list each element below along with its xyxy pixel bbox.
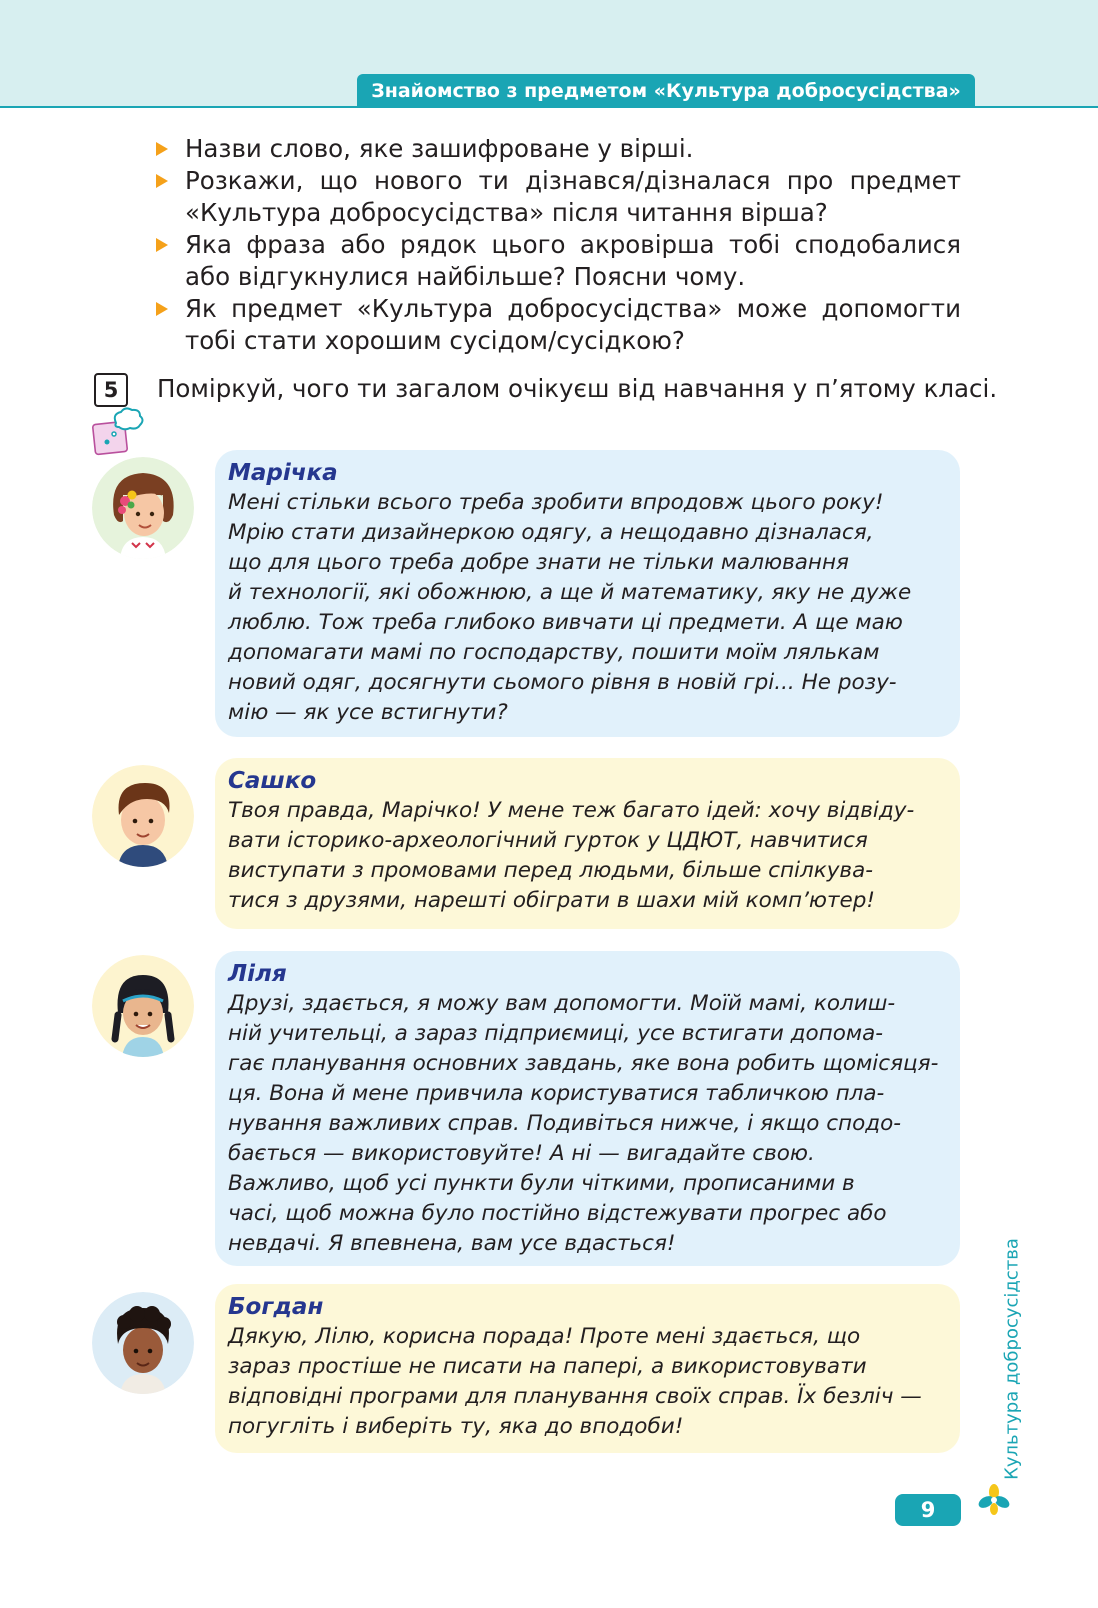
dialogue-bubble-marichka: [215, 450, 960, 737]
speech-line: Мені стільки всього треба зробити впродовж цього року!: [228, 490, 884, 515]
speech-line: бається — використовуйте! А ні — вигадайте свою.: [228, 1141, 815, 1166]
avatar-marichka: [92, 457, 194, 559]
speech-line: люблю. Тож треба глибоко вивчати ці предмети. А ще маю: [228, 610, 903, 635]
speaker-name: Марічка: [228, 460, 338, 486]
speaker-name: Ліля: [228, 961, 287, 987]
speech-line: невдачі. Я впевнена, вам усе вдасться!: [228, 1231, 676, 1256]
speech-line: Мрію стати дизайнеркою одягу, а нещодавно дізналася,: [228, 520, 874, 545]
speech-line: Друзі, здається, я можу вам допомогти. Моїй мамі, колиш-: [228, 991, 896, 1016]
dialogue-bubble-lilia: [215, 951, 960, 1266]
speech-line: виступати з промовами перед людьми, більше спілкува-: [228, 858, 874, 883]
dialogue-bubble-bohdan: [215, 1284, 960, 1453]
speech-line: погугліть і виберіть ту, яка до вподоби!: [228, 1414, 684, 1439]
bullet-arrow-icon: [156, 302, 168, 316]
speech-line: тися з друзями, нарешті обіграти в шахи мій комп’ютер!: [228, 888, 876, 913]
avatar-bohdan: [92, 1292, 194, 1394]
speech-line: Важливо, щоб усі пункти були чіткими, прописаними в: [228, 1171, 855, 1196]
speech-line: Дякую, Лілю, корисна порада! Проте мені здається, що: [228, 1324, 861, 1349]
speaker-name: Богдан: [228, 1294, 324, 1320]
speech-line: ній учительці, а зараз підприємиці, усе встигати допома-: [228, 1021, 884, 1046]
speech-line: мію — як усе встигнути?: [228, 700, 508, 725]
avatar-lilia: [92, 955, 194, 1057]
avatar-sashko: [92, 765, 194, 867]
task-5: [90, 372, 998, 462]
flower-icon: [978, 1484, 1010, 1516]
task-number: 5: [94, 373, 128, 407]
list-item: Як предмет «Культура добросусідства» може допомогти тобі стати хорошим сусідом/сусідкою?: [155, 293, 961, 357]
dialogue-bubble-sashko: [215, 758, 960, 929]
speech-line: відповідні програми для планування своїх справ. Їх безліч —: [228, 1384, 922, 1409]
speech-line: часі, щоб можна було постійно відстежувати прогрес або: [228, 1201, 887, 1226]
speech-line: новий одяг, досягнути сьомого рівня в новій грі... Не розу-: [228, 670, 897, 695]
speech-line: ця. Вона й мене привчила користуватися табличкою пла-: [228, 1081, 885, 1106]
task-text: Поміркуй, чого ти загалом очікуєш від навчання у п’ятому класі.: [157, 374, 998, 403]
bullet-arrow-icon: [156, 142, 168, 156]
speech-line: й технології, які обожнюю, а ще й математику, яку не дуже: [228, 580, 912, 605]
speech-line: гає планування основних завдань, яке вона робить щомісяця-: [228, 1051, 939, 1076]
section-title: Знайомство з предметом «Культура добросусідства»: [357, 74, 975, 108]
sidebar-subject-label: Культура добросусідства: [1001, 1238, 1023, 1480]
bullet-arrow-icon: [156, 238, 168, 252]
speech-line: допомагати мамі по господарству, пошити моїм лялькам: [228, 640, 880, 665]
speech-line: Твоя правда, Марічко! У мене теж багато ідей: хочу відвіду-: [228, 798, 915, 823]
speech-line: зараз простіше не писати на папері, а використовувати: [228, 1354, 867, 1379]
think-bubble-icon: [90, 407, 146, 457]
list-item: Назви слово, яке зашифроване у вірші.: [155, 133, 961, 165]
speech-line: що для цього треба добре знати не тільки малювання: [228, 550, 849, 575]
bullet-arrow-icon: [156, 174, 168, 188]
speaker-name: Сашко: [228, 768, 317, 794]
speech-line: вати історико-археологічний гурток у ЦДЮТ, навчитися: [228, 828, 868, 853]
page-number: 9: [895, 1494, 961, 1526]
question-list: [155, 133, 961, 357]
list-item: Розкажи, що нового ти дізнався/дізналася про предмет «Культура добросусідства» після читання вірша?: [155, 165, 961, 229]
list-item: Яка фраза або рядок цього акровірша тобі сподобалися або відгукнулися найбільше? Поясни чому.: [155, 229, 961, 293]
speech-line: нування важливих справ. Подивіться нижче, і якщо сподо-: [228, 1111, 902, 1136]
